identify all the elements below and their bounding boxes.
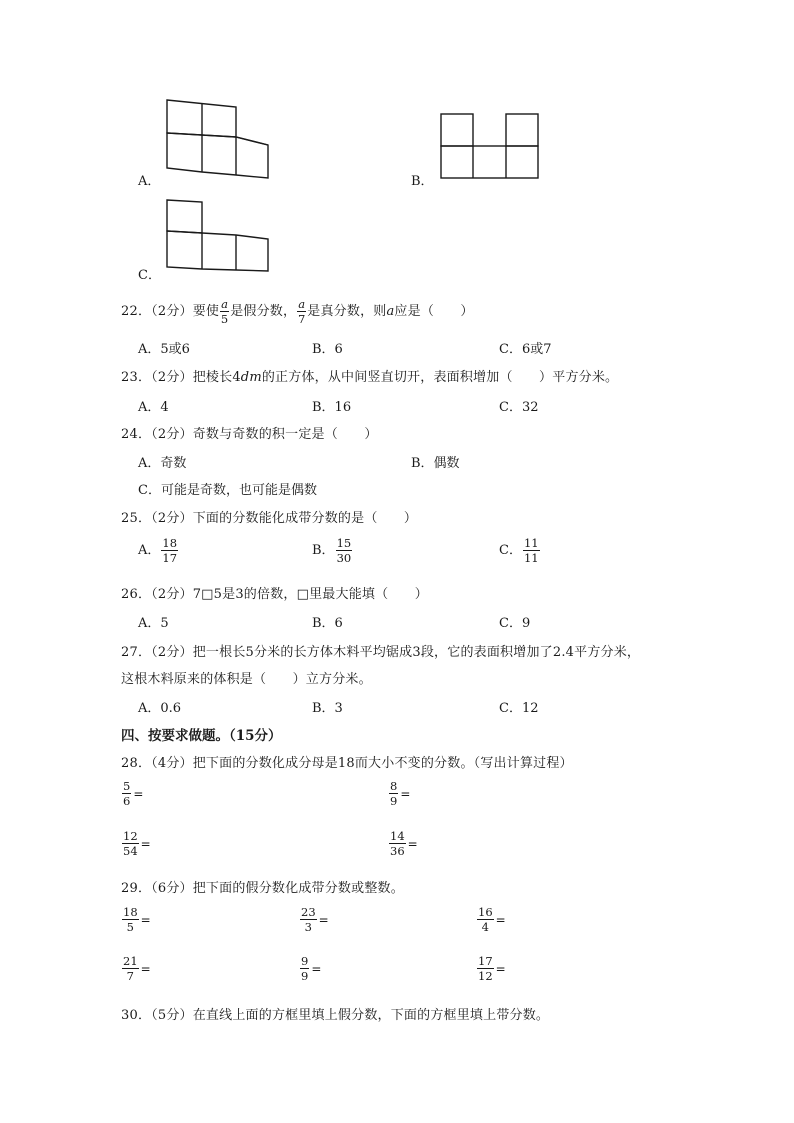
q22-frac2-num: a xyxy=(298,297,306,311)
q25-option-c-label: C． xyxy=(499,543,522,558)
q22-fraction-1 xyxy=(220,298,229,325)
q29-item-6 xyxy=(476,955,506,982)
q27-option-a[interactable]: A．0.6 xyxy=(138,701,182,716)
figure-a-diagram xyxy=(160,95,275,185)
q29-1-num: 18 xyxy=(123,905,138,919)
q25-c-num: 11 xyxy=(523,536,539,550)
q28-item-3-fraction xyxy=(122,830,139,857)
q22-option-a[interactable]: A．5或6 xyxy=(138,342,190,357)
q28-item-1-fraction xyxy=(122,780,131,807)
q28-item-3 xyxy=(121,830,151,857)
q28-item-1 xyxy=(121,780,143,807)
q25-option-c[interactable] xyxy=(499,537,541,564)
q29-item-2 xyxy=(299,906,329,933)
q25-option-c-fraction xyxy=(523,537,540,564)
question-26: 26．（2分）7□5是3的倍数，□里最大能填（ ） xyxy=(121,587,428,602)
q29-3-den: 4 xyxy=(481,920,489,934)
q28-item-2 xyxy=(388,780,410,807)
q25-a-den: 17 xyxy=(162,551,178,565)
question-29: 29．（6分）把下面的假分数化成带分数或整数。 xyxy=(121,881,404,896)
q25-c-den: 11 xyxy=(523,551,539,565)
q29-item-4-fraction xyxy=(122,955,139,982)
q28-item-2-equals: = xyxy=(400,786,411,801)
q29-item-6-equals: = xyxy=(495,961,506,976)
q29-item-6-fraction xyxy=(477,955,494,982)
q22-frac2-den: 7 xyxy=(297,312,306,326)
q25-b-num: 15 xyxy=(336,536,352,550)
q26-option-b[interactable]: B．6 xyxy=(312,616,343,631)
q28-1-num: 5 xyxy=(123,779,131,793)
q27-option-b[interactable]: B．3 xyxy=(312,701,343,716)
section-4-heading: 四、按要求做题。（15分） xyxy=(121,728,282,744)
q23-suffix: 的正方体，从中间竖直切开，表面积增加（ ）平方分米。 xyxy=(261,370,619,385)
q29-item-2-equals: = xyxy=(318,912,329,927)
q29-item-1 xyxy=(121,906,151,933)
figure-c-diagram xyxy=(160,195,275,277)
q23-option-c[interactable]: C．32 xyxy=(499,400,539,415)
q25-option-a[interactable] xyxy=(138,537,179,564)
q28-4-num: 14 xyxy=(390,829,405,843)
q25-option-b[interactable] xyxy=(312,537,353,564)
q29-6-num: 17 xyxy=(478,954,493,968)
q28-2-den: 9 xyxy=(390,794,398,808)
question-27-line-2: 这根木料原来的体积是（ ）立方分米。 xyxy=(121,672,372,687)
q29-4-den: 7 xyxy=(126,969,134,983)
q28-item-4-equals: = xyxy=(407,836,418,851)
q24-option-c[interactable]: C．可能是奇数，也可能是偶数 xyxy=(138,483,317,498)
q25-option-a-label: A． xyxy=(138,543,161,558)
q22-option-b[interactable]: B．6 xyxy=(312,342,343,357)
q23-option-a[interactable]: A．4 xyxy=(138,400,169,415)
q22-variable: a xyxy=(386,304,395,319)
q29-item-5-fraction xyxy=(300,955,309,982)
q29-5-den: 9 xyxy=(301,969,309,983)
q22-frac1-num: a xyxy=(221,297,229,311)
q26-option-a[interactable]: A．5 xyxy=(138,616,169,631)
q29-4-num: 21 xyxy=(123,954,138,968)
q29-item-3-equals: = xyxy=(495,912,506,927)
q29-item-5 xyxy=(299,955,321,982)
q28-item-4 xyxy=(388,830,418,857)
q24-option-b[interactable]: B．偶数 xyxy=(411,456,460,471)
figure-c-label: C． xyxy=(138,268,161,283)
question-27-line-1: 27．（2分）把一根长5分米的长方体木料平均锯成3段，它的表面积增加了2.4平方分米， xyxy=(121,645,641,660)
q28-3-den: 54 xyxy=(123,844,138,858)
q25-option-a-fraction xyxy=(161,537,178,564)
q29-2-num: 23 xyxy=(301,905,316,919)
figure-a-bottom-row xyxy=(167,133,268,178)
q29-item-1-fraction xyxy=(122,906,139,933)
q28-item-4-fraction xyxy=(389,830,406,857)
question-30: 30．（5分）在直线上面的方框里填上假分数，下面的方框里填上带分数。 xyxy=(121,1008,550,1023)
q27-option-c[interactable]: C．12 xyxy=(499,701,539,716)
q29-3-num: 16 xyxy=(478,905,493,919)
q29-1-den: 5 xyxy=(126,920,134,934)
q25-option-b-fraction xyxy=(336,537,353,564)
q23-unit: dm xyxy=(240,370,262,385)
q28-4-den: 36 xyxy=(390,844,405,858)
figure-a-label: A． xyxy=(138,174,161,189)
q29-item-2-fraction xyxy=(300,906,317,933)
q22-prefix: 22．（2分）要使 xyxy=(121,304,220,319)
question-25: 25．（2分）下面的分数能化成带分数的是（ ） xyxy=(121,511,418,526)
q29-item-3 xyxy=(476,906,506,933)
q29-5-num: 9 xyxy=(301,954,309,968)
q28-2-num: 8 xyxy=(390,779,398,793)
q23-option-b[interactable]: B．16 xyxy=(312,400,352,415)
q28-item-1-equals: = xyxy=(133,786,144,801)
q25-a-num: 18 xyxy=(162,536,178,550)
q22-option-c[interactable]: C．6或7 xyxy=(499,342,552,357)
question-22 xyxy=(121,298,474,325)
q22-frac1-den: 5 xyxy=(220,312,229,326)
q25-option-b-label: B． xyxy=(312,543,335,558)
q25-b-den: 30 xyxy=(336,551,352,565)
figure-b-diagram xyxy=(438,110,543,182)
q28-1-den: 6 xyxy=(123,794,131,808)
q29-2-den: 3 xyxy=(304,920,312,934)
q29-6-den: 12 xyxy=(478,969,493,983)
q29-item-1-equals: = xyxy=(140,912,151,927)
q26-option-c[interactable]: C．9 xyxy=(499,616,531,631)
figure-b-label: B． xyxy=(411,174,434,189)
q29-item-4 xyxy=(121,955,151,982)
q22-suffix-a: 是真分数，则 xyxy=(307,304,387,319)
question-24: 24．（2分）奇数与奇数的积一定是（ ） xyxy=(121,427,378,442)
q28-item-2-fraction xyxy=(389,780,398,807)
q29-item-5-equals: = xyxy=(311,961,322,976)
question-28: 28．（4分）把下面的分数化成分母是18而大小不变的分数。（写出计算过程） xyxy=(121,756,573,771)
q28-3-num: 12 xyxy=(123,829,138,843)
q29-item-4-equals: = xyxy=(140,961,151,976)
q28-item-3-equals: = xyxy=(140,836,151,851)
q24-option-a[interactable]: A．奇数 xyxy=(138,456,187,471)
q23-prefix: 23．（2分）把棱长4 xyxy=(121,370,241,385)
q22-mid: 是假分数， xyxy=(230,304,297,319)
question-23 xyxy=(121,366,618,385)
q22-suffix-b: 应是（ ） xyxy=(394,304,474,319)
q29-item-3-fraction xyxy=(477,906,494,933)
q22-fraction-2 xyxy=(297,298,306,325)
